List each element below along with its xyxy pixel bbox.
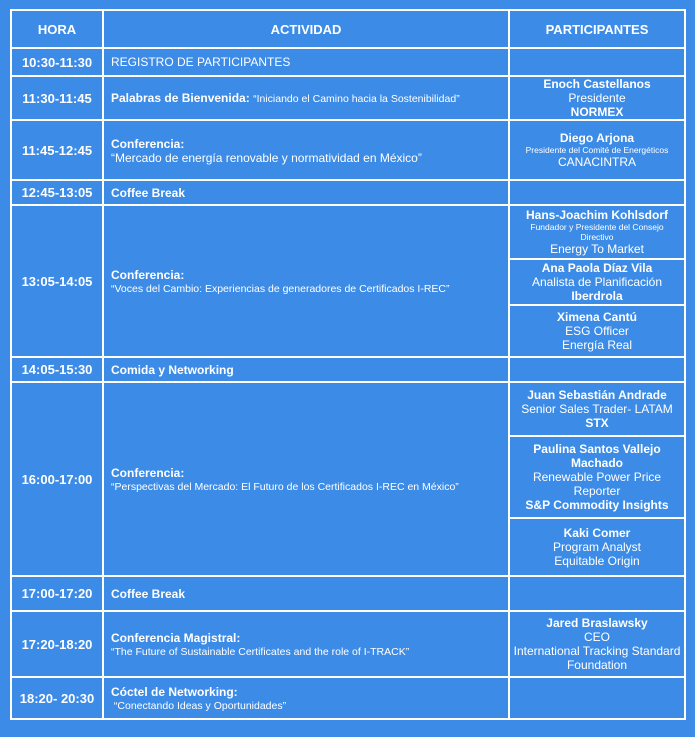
- table-row: [11, 180, 685, 205]
- participant-cell: [510, 517, 684, 575]
- row-activity: [103, 180, 509, 205]
- activity-title: Palabras de Bienvenida:: [111, 91, 250, 105]
- row-participants: [509, 677, 685, 719]
- participant-org: CANACINTRA: [557, 155, 636, 169]
- participant-cell: [510, 258, 684, 304]
- participant-role: Presidente: [568, 91, 626, 105]
- participant-org: STX: [585, 416, 609, 430]
- participant-org: Iberdrola: [571, 289, 623, 303]
- activity-title: Coffee Break: [111, 586, 186, 601]
- activity-title: Comida y Networking: [111, 362, 234, 377]
- participant-name: Diego Arjona: [559, 131, 635, 145]
- row-time: 14:05-15:30: [11, 357, 103, 382]
- participant-role: Senior Sales Trader- LATAM: [521, 402, 673, 416]
- participant-name: Juan Sebastián Andrade: [527, 388, 667, 402]
- row-activity: [103, 576, 509, 611]
- table-row: [11, 120, 685, 180]
- table-row: [11, 357, 685, 382]
- participant-org: Energía Real: [561, 338, 633, 352]
- header-hora: HORA: [11, 10, 103, 48]
- activity-title: Coffee Break: [111, 185, 186, 200]
- row-participants: [509, 120, 685, 180]
- row-time: 18:20- 20:30: [11, 677, 103, 719]
- table-row: [11, 677, 685, 719]
- table-row: [11, 76, 685, 120]
- activity-title: REGISTRO DE PARTICIPANTES: [111, 55, 291, 69]
- agenda-table: [10, 9, 686, 720]
- activity-subtitle: “Iniciando el Camino hacia la Sostenibilidad”: [253, 93, 460, 105]
- row-participants: [509, 357, 685, 382]
- table-row: [11, 382, 685, 576]
- header-participantes: PARTICIPANTES: [509, 10, 685, 48]
- participant-role: Analista de Planificación: [531, 275, 663, 289]
- row-time: 10:30-11:30: [11, 48, 103, 76]
- participant-role: ESG Officer: [565, 324, 629, 338]
- row-time: 13:05-14:05: [11, 205, 103, 357]
- row-participants: [509, 576, 685, 611]
- activity-title: Conferencia:: [111, 136, 185, 151]
- participant-cell: [510, 435, 684, 517]
- row-participants: [509, 48, 685, 76]
- participant-name: Hans-Joachim Kohlsdorf: [525, 208, 669, 222]
- row-activity: [103, 120, 509, 180]
- activity-title: Conferencia:: [111, 465, 185, 480]
- activity-title: Cóctel de Networking:: [111, 684, 238, 699]
- participant-role: Renewable Power Price Reporter: [532, 470, 662, 498]
- participant-cell: [510, 206, 684, 258]
- activity-title: Conferencia:: [111, 267, 185, 282]
- participant-cell: [510, 383, 684, 435]
- row-participants: [509, 382, 685, 576]
- row-participants: [509, 180, 685, 205]
- table-row: [11, 48, 685, 76]
- activity-subtitle: “Conectando Ideas y Oportunidades”: [111, 699, 287, 712]
- participant-name: Paulina Santos Vallejo Machado: [533, 442, 661, 470]
- row-time: 17:00-17:20: [11, 576, 103, 611]
- row-activity: [103, 357, 509, 382]
- activity-subtitle: “Perspectivas del Mercado: El Futuro de los Certificados I-REC en México”: [111, 480, 459, 493]
- table-row: [11, 576, 685, 611]
- row-activity: [103, 677, 509, 719]
- row-activity: [103, 205, 509, 357]
- participant-org: S&P Commodity Insights: [525, 498, 669, 512]
- participant-org: Equitable Origin: [554, 554, 640, 568]
- activity-subtitle: “Mercado de energía renovable y normatividad en México”: [111, 150, 422, 165]
- participant-org: NORMEX: [570, 105, 624, 119]
- row-time: 16:00-17:00: [11, 382, 103, 576]
- table-row: [11, 205, 685, 357]
- participant-role: Presidente del Comité de Energéticos: [525, 145, 669, 155]
- activity-title: Conferencia Magistral:: [111, 630, 241, 645]
- row-time: 11:45-12:45: [11, 120, 103, 180]
- participant-name: Ximena Cantú: [556, 310, 637, 324]
- row-time: 17:20-18:20: [11, 611, 103, 677]
- activity-subtitle: “The Future of Sustainable Certificates and the role of I-TRACK”: [111, 645, 410, 658]
- row-time: 11:30-11:45: [11, 76, 103, 120]
- participant-cell: [510, 304, 684, 356]
- participant-org: Energy To Market: [550, 242, 644, 256]
- participant-name: Ana Paola Díaz Vila: [541, 261, 653, 275]
- row-activity: [103, 48, 509, 76]
- row-activity: [103, 382, 509, 576]
- row-participants: [509, 205, 685, 357]
- row-participants: [509, 76, 685, 120]
- row-activity: [103, 76, 509, 120]
- row-participants: [509, 611, 685, 677]
- table-row: [11, 611, 685, 677]
- activity-subtitle: “Voces del Cambio: Experiencias de generadores de Certificados I-REC”: [111, 282, 450, 295]
- participant-role: CEO: [583, 630, 610, 644]
- row-time: 12:45-13:05: [11, 180, 103, 205]
- row-activity: [103, 611, 509, 677]
- participant-name: Enoch Castellanos: [543, 77, 651, 91]
- participant-org: International Tracking Standard Foundation: [513, 644, 681, 672]
- header-actividad: ACTIVIDAD: [103, 10, 509, 48]
- participant-name: Kaki Comer: [563, 526, 631, 540]
- table-header-row: [11, 10, 685, 48]
- participant-role: Program Analyst: [552, 540, 642, 554]
- participant-name: Jared Braslawsky: [546, 616, 648, 630]
- participant-role: Fundador y Presidente del Consejo Directivo: [530, 222, 664, 242]
